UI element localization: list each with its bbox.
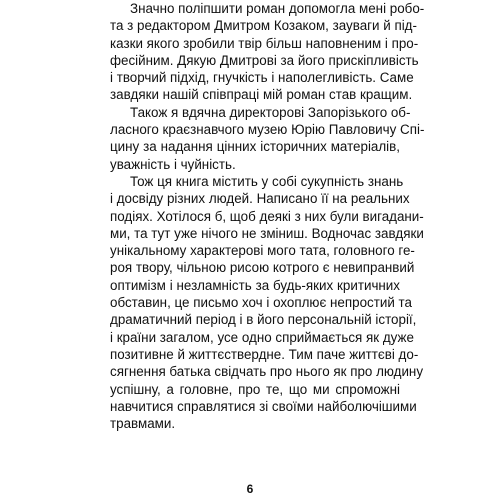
text-line: роя твору, чільною рисою котрого є невипранвий — [110, 260, 415, 276]
text-line: та з редактором Дмитром Козаком, зауваги й під- — [110, 18, 417, 34]
page-number: 6 — [246, 482, 254, 496]
text-line: оптимізм і незламність за будь-яких критичних — [110, 277, 400, 293]
text-line: фесійним. Дякую Дмитрові за його прискіпливість — [110, 52, 419, 68]
body-text — [110, 0, 425, 432]
paragraph-acknowledgement-editor — [110, 0, 425, 104]
text-line: уважність і чуйність. — [110, 156, 236, 172]
text-line: навчитися справлятися зі своїми найболючішими — [110, 398, 417, 414]
text-line: драматичний період і в його персональній історії, — [110, 312, 417, 328]
text-line: позитивне й життєствердне. Тим паче життєві до- — [110, 346, 419, 362]
text-line: Значно поліпшити роман допомогла мені робо- — [130, 1, 425, 16]
text-line: ми, та тут уже нічого не зміниш. Водночас завдяки — [110, 225, 424, 241]
paragraph-book-summary — [110, 173, 424, 432]
text-line: цину за надання цінних історичних матеріалів, — [110, 139, 400, 155]
text-line: травмами. — [110, 416, 176, 432]
text-line: завдяки нашій співпраці мій роман став кращим. — [110, 87, 413, 103]
text-line: унікальному характерові мого тата, головного ге- — [110, 243, 415, 259]
text-line: і досвіду різних людей. Написано її на реальних — [110, 191, 410, 207]
text-line: казки якого зробили твір більш наповненим і про- — [110, 35, 419, 51]
text-line: і творчий підхід, гнучкість і наполегливість. Саме — [110, 70, 414, 86]
text-line: і країни загалом, усе одно сприймається як дуже — [110, 329, 414, 345]
text-line: сягнення батька свідчать про нього як про людину — [110, 364, 424, 380]
paragraph-acknowledgement-museum — [110, 104, 425, 173]
text-line: Тож ця книга містить у собі сукупність знань — [130, 173, 404, 189]
text-line: успішну, а головне, про те, що ми спроможні — [110, 381, 400, 397]
text-line: Також я вдячна директорові Запорізького об- — [130, 104, 411, 120]
text-line: ласного краєзнавчого музею Юрію Павловичу Спі- — [110, 122, 425, 138]
text-line: обставин, це письмо хоч і охоплює непростий та — [110, 295, 412, 311]
text-line: подіях. Хотілося б, щоб деякі з них були вигадани- — [110, 208, 424, 224]
